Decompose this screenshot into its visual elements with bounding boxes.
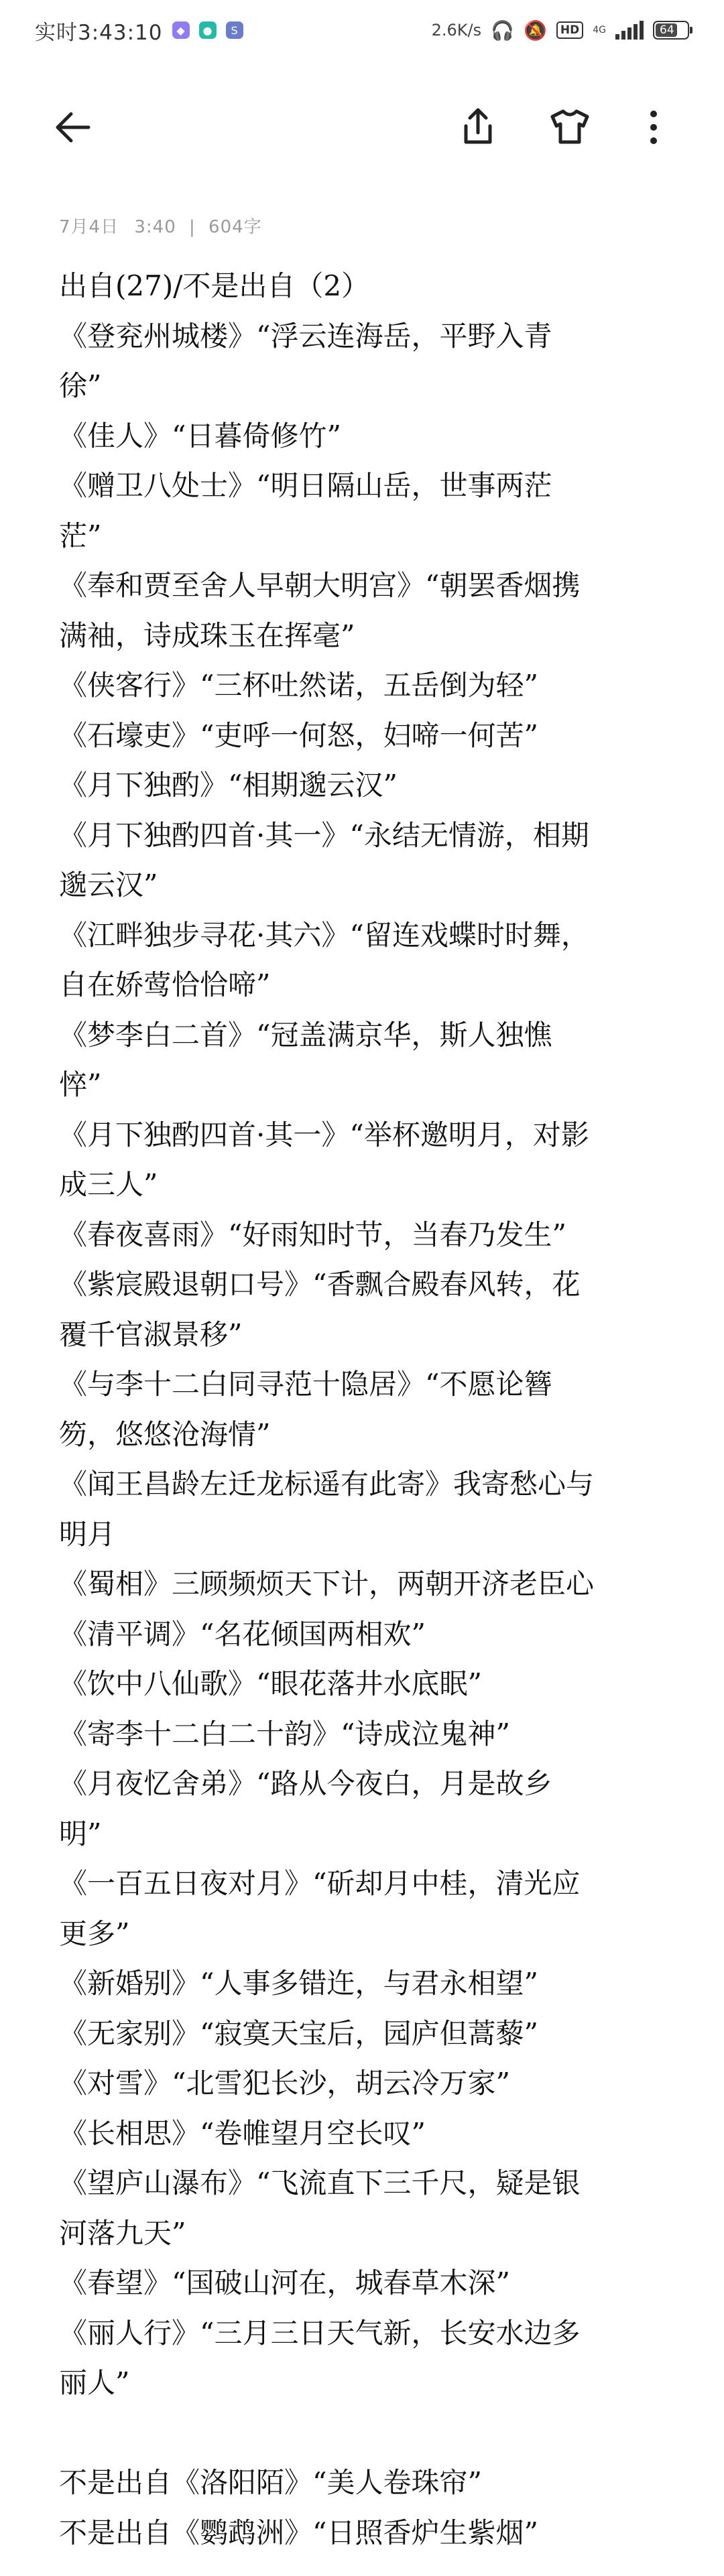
note-line: 《望庐山瀑布》“飞流直下三千尺，疑是银	[59, 2167, 581, 2199]
note-line: 丽人”	[59, 2366, 130, 2399]
note-body[interactable]	[59, 261, 676, 2558]
note-line: 《饮中八仙歌》“眼花落井水底眠”	[59, 1667, 482, 1700]
status-bar	[0, 0, 724, 60]
note-line: 《春望》“国破山河在，城春草木深”	[59, 2266, 510, 2299]
note-line: 徐”	[59, 369, 102, 402]
note-line: 《江畔独步寻花·其六》“留连戏蝶时时舞，	[59, 918, 589, 952]
mute-icon: 🔕	[524, 19, 547, 42]
note-line: 《月下独酌四首·其一》“永结无情游，相期	[59, 818, 589, 852]
note-line: 《赠卫八处士》“明日隔山岳，世事两茫	[59, 469, 552, 502]
note-line: 《对雪》“北雪犯长沙，胡云冷万家”	[59, 2067, 510, 2100]
note-line: 《蜀相》三顾频烦天下计，两朝开济老臣心	[59, 1567, 595, 1600]
share-icon	[451, 101, 505, 154]
note-line: 《丽人行》“三月三日天气新，长安水边多	[59, 2316, 581, 2349]
note-line: 《无家别》“寂寞天宝后，园庐但蒿藜”	[59, 2016, 538, 2050]
note-line: 《寄李十二白二十韵》“诗成泣鬼神”	[59, 1717, 510, 1750]
battery-level: 64	[660, 23, 674, 37]
status-right	[432, 19, 689, 42]
share-button[interactable]	[451, 101, 505, 154]
more-options-button[interactable]	[627, 101, 680, 154]
signal-icon	[615, 21, 644, 40]
note-line: 《登兖州城楼》“浮云连海岳，平野入青	[59, 319, 552, 352]
note-line: 《月夜忆舍弟》“路从今夜白，月是故乡	[59, 1767, 552, 1800]
back-arrow-icon	[47, 101, 101, 154]
net-speed: 2.6K/s	[431, 21, 482, 40]
note-line: 不是出自《洛阳陌》“美人卷珠帘”	[59, 2466, 482, 2499]
note-time: 3:40	[134, 217, 176, 237]
note-line: 《石壕吏》“吏呼一何怒，妇啼一何苦”	[59, 718, 538, 752]
note-line: 自在娇莺恰恰啼”	[59, 968, 271, 1001]
note-line: 《清平调》“名花倾国两相欢”	[59, 1617, 426, 1651]
note-line: 《闻王昌龄左迁龙标遥有此寄》我寄愁心与	[59, 1468, 595, 1500]
chat-app-icon: ●	[199, 21, 217, 39]
note-line: 不是出自《鹦鹉洲》“日照香炉生紫烟”	[59, 2516, 538, 2549]
note-line: 《一百五日夜对月》“斫却月中桂，清光应	[59, 1867, 581, 1900]
note-line: 《与李十二白同寻范十隐居》“不愿论簪	[59, 1368, 552, 1401]
theme-button[interactable]	[543, 101, 597, 154]
note-line: 《侠客行》“三杯吐然诺，五岳倒为轻”	[59, 669, 538, 702]
note-line: 《月下独酌》“相期邈云汉”	[59, 769, 398, 801]
note-line: 明月	[59, 1517, 116, 1551]
note-line: 明”	[59, 1817, 102, 1850]
back-button[interactable]	[47, 101, 101, 154]
note-meta	[59, 213, 262, 238]
browser-app-icon: S	[226, 21, 243, 39]
note-toolbar	[0, 87, 724, 168]
note-word-count: 604字	[208, 217, 262, 237]
status-time: 实时3:43:10	[35, 20, 163, 45]
note-line: 《紫宸殿退朝口号》“香飘合殿春风转，花	[59, 1268, 581, 1301]
note-line: 《新婚别》“人事多错迕，与君永相望”	[59, 1967, 538, 2000]
headphones-icon: 🎧	[491, 19, 515, 42]
battery-icon	[653, 21, 689, 40]
note-line: 成三人”	[59, 1168, 158, 1201]
meta-divider: |	[189, 217, 196, 237]
app-notification-icon: ◆	[172, 21, 190, 39]
note-line: 满袖，诗成珠玉在挥毫”	[59, 619, 355, 652]
note-line: 《长相思》“卷帷望月空长叹”	[59, 2116, 426, 2150]
note-line: 覆千官淑景移”	[59, 1317, 243, 1351]
more-vertical-icon	[627, 101, 680, 154]
note-line: 茫”	[59, 519, 102, 552]
note-line: 悴”	[59, 1068, 102, 1101]
note-line: 《月下独酌四首·其一》“举杯邀明月，对影	[59, 1118, 589, 1151]
hd-icon: HD	[556, 21, 583, 39]
note-date: 7月4日	[59, 217, 119, 237]
note-line	[59, 2408, 676, 2459]
note-line: 《奉和贾至舍人早朝大明宫》“朝罢香烟携	[59, 569, 581, 602]
note-line: 邈云汉”	[59, 868, 158, 901]
note-line: 笏，悠悠沧海情”	[59, 1417, 271, 1451]
tshirt-icon	[543, 101, 597, 154]
note-line: 河落九天”	[59, 2216, 186, 2250]
note-line: 《梦李白二首》“冠盖满京华，斯人独憔	[59, 1018, 552, 1051]
note-line: 出自(27)/不是出自（2）	[59, 269, 370, 302]
network-type: 4G	[593, 25, 606, 36]
note-line: 更多”	[59, 1917, 130, 1950]
note-line: 《春夜喜雨》“好雨知时节，当春乃发生”	[59, 1218, 566, 1251]
status-left	[35, 15, 243, 46]
note-line: 《佳人》“日暮倚修竹”	[59, 419, 341, 452]
